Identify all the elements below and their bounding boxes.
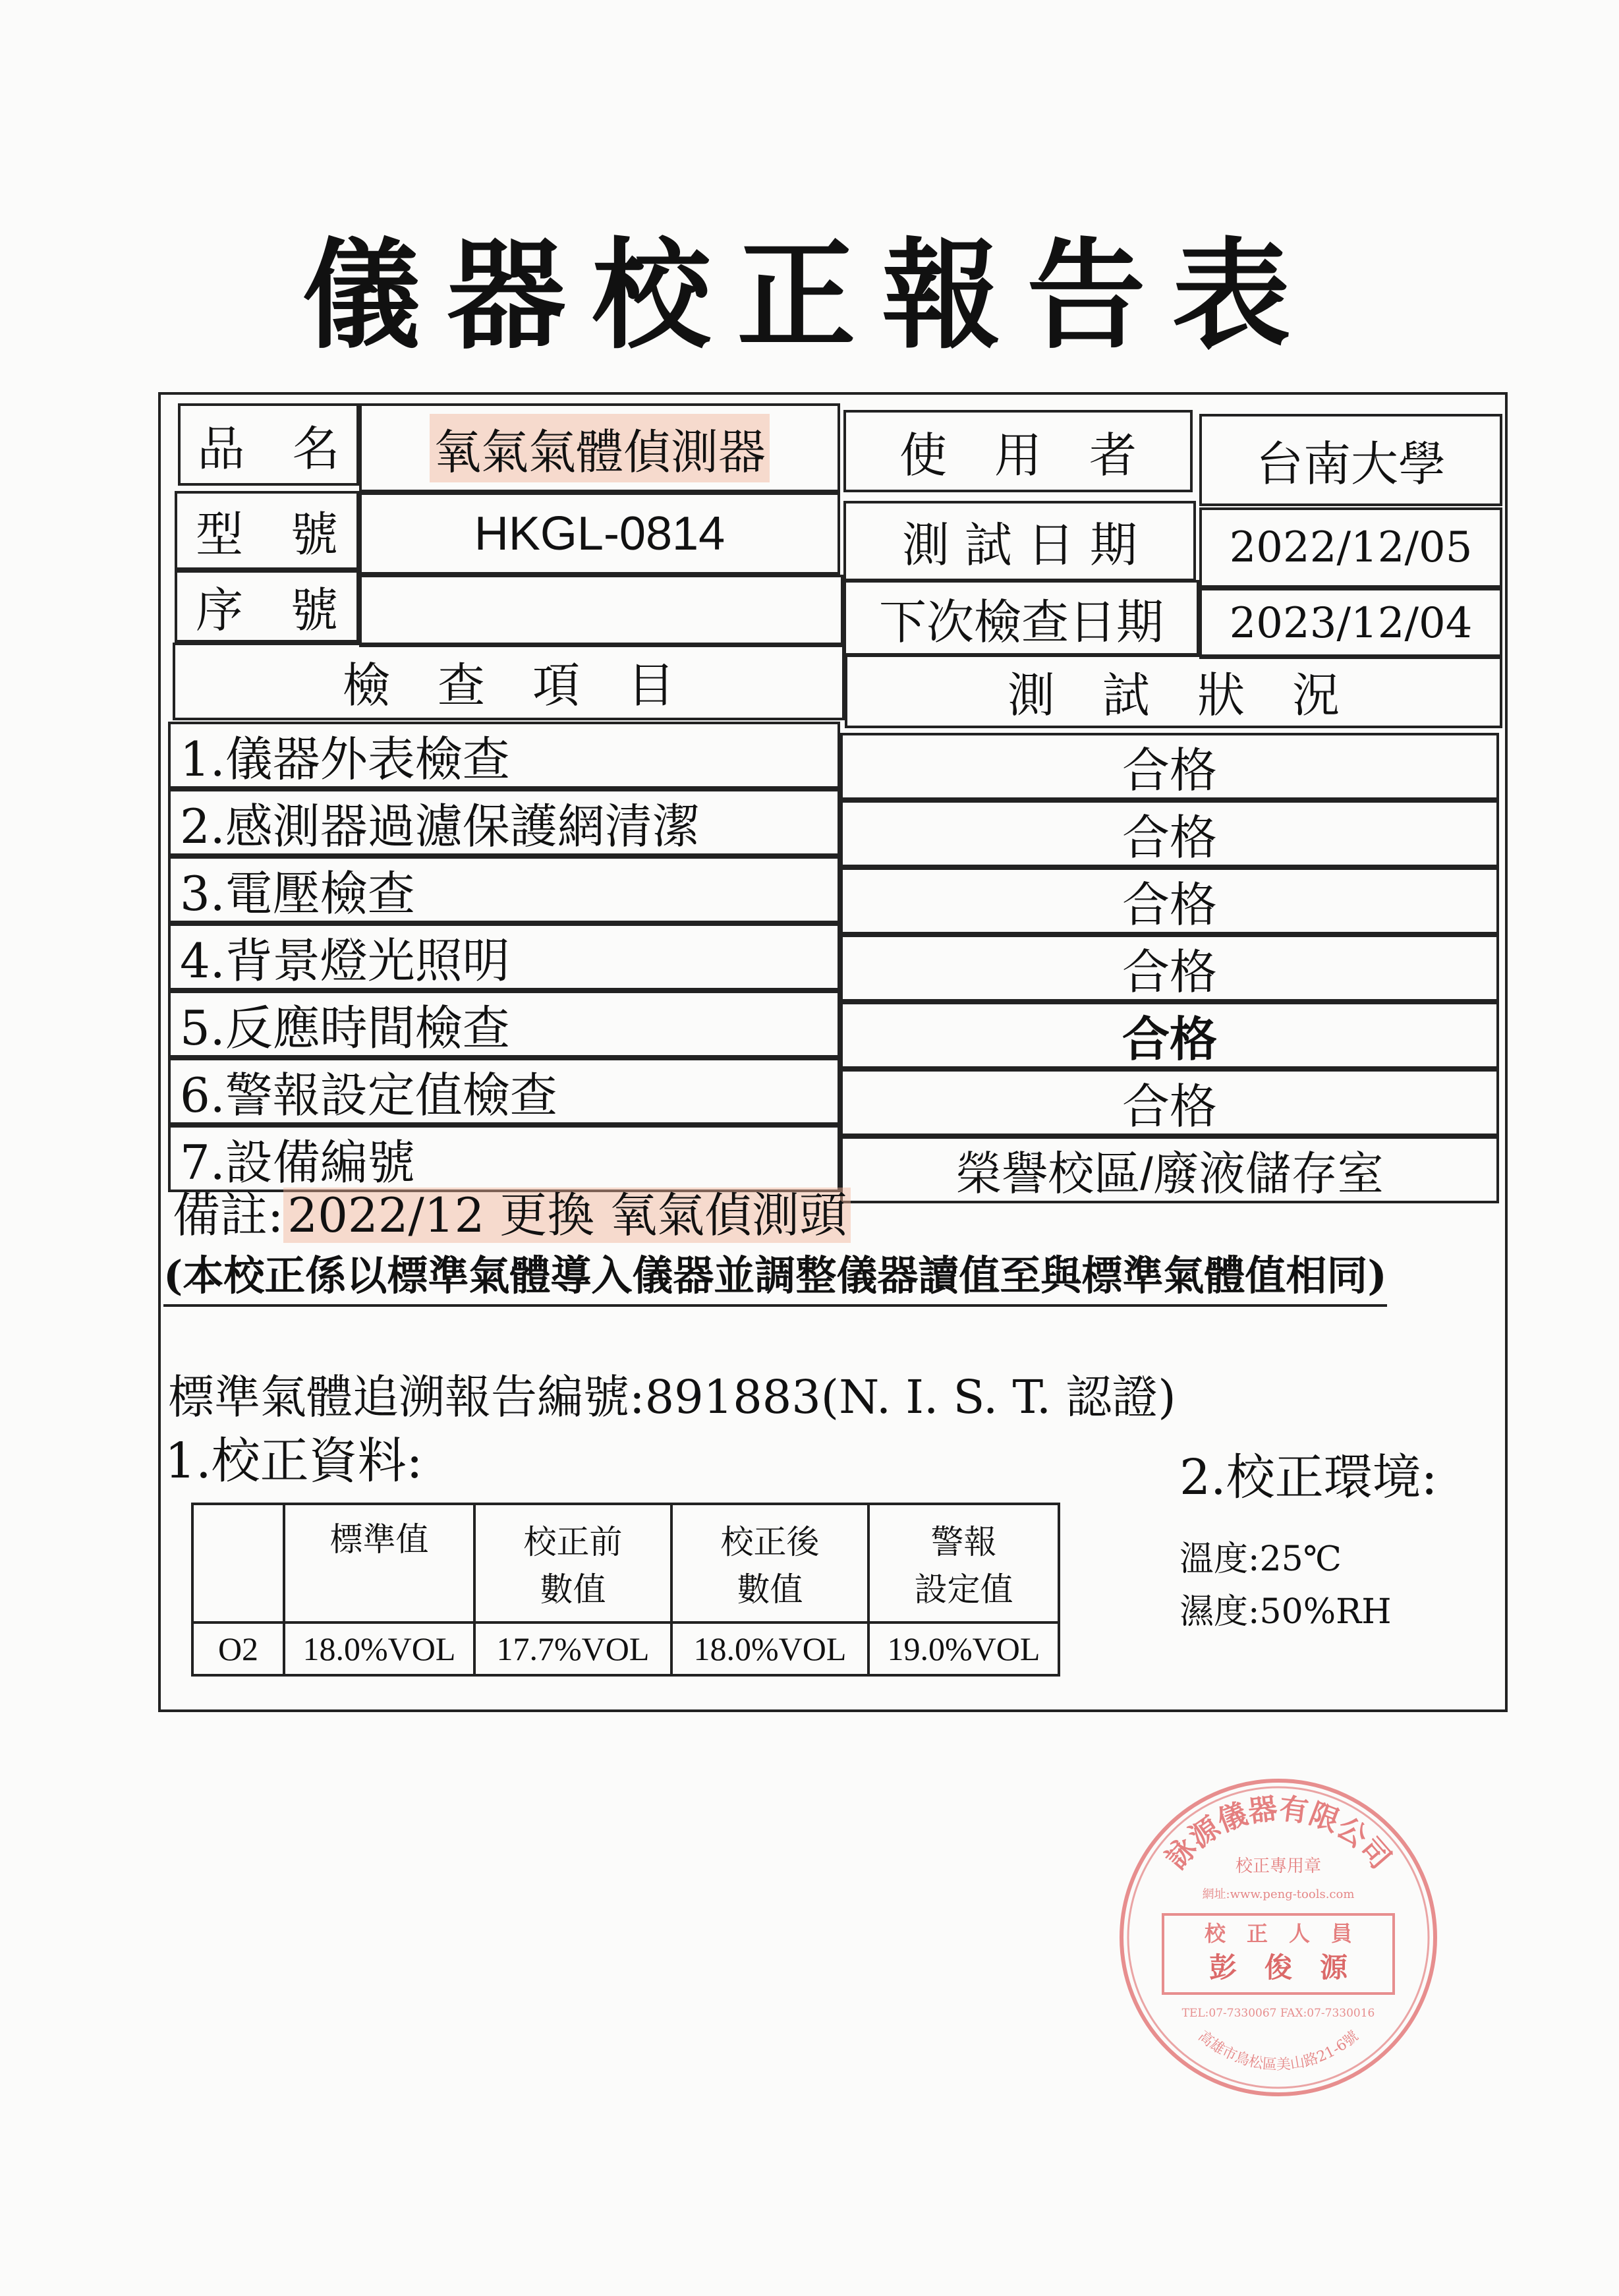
seal-purpose: 校正專用章 xyxy=(1235,1856,1322,1876)
row-gas: O2 xyxy=(192,1622,284,1675)
check-item-5: 5.反應時間檢查 xyxy=(168,990,840,1058)
check-item-2: 2.感測器過濾保護網清潔 xyxy=(168,789,840,856)
header-after: 校正後 數值 xyxy=(671,1504,868,1622)
row-alarm: 19.0%VOL xyxy=(868,1622,1059,1675)
items-header: 檢 查 項 目 xyxy=(173,643,845,720)
check-status-3: 合格 xyxy=(840,867,1499,934)
model-value: HKGL-0814 xyxy=(359,492,840,575)
calibration-data-table xyxy=(191,1503,1060,1677)
test-date-value: 2022/12/05 xyxy=(1199,507,1502,588)
header-alarm: 警報 設定值 xyxy=(868,1504,1059,1622)
check-status-7: 榮譽校區/廢液儲存室 xyxy=(840,1136,1499,1203)
row-after: 18.0%VOL xyxy=(671,1622,868,1675)
document-title: 儀器校正報告表 xyxy=(302,227,1317,365)
svg-text:高雄市鳥松區美山路21-6號 xyxy=(1195,2028,1361,2073)
header-standard: 標準值 xyxy=(284,1504,474,1622)
check-item-1: 1.儀器外表檢查 xyxy=(168,722,840,789)
product-value: 氧氣氣體偵測器 xyxy=(359,403,840,492)
check-item-4: 4.背景燈光照明 xyxy=(168,923,840,990)
check-status-5: 合格 xyxy=(840,1002,1499,1069)
calibration-data-heading: 1.校正資料: xyxy=(165,1433,423,1489)
row-before: 17.7%VOL xyxy=(474,1622,671,1675)
user-value: 台南大學 xyxy=(1199,414,1502,506)
header-gas xyxy=(192,1504,284,1622)
model-label: 型 號 xyxy=(175,491,359,570)
check-status-6: 合格 xyxy=(840,1069,1499,1136)
next-check-value: 2023/12/04 xyxy=(1199,588,1502,659)
serial-label: 序 號 xyxy=(175,570,359,643)
serial-value xyxy=(359,575,843,647)
humidity-reading: 濕度:50%RH xyxy=(1179,1592,1392,1632)
calibration-environment-heading: 2.校正環境: xyxy=(1179,1449,1438,1506)
seal-name: 彭 俊 源 xyxy=(1208,1951,1348,1984)
header-before: 校正前 數值 xyxy=(474,1504,671,1622)
seal-role: 校 正 人 員 xyxy=(1204,1921,1353,1946)
seal-website: 網址:www.peng-tools.com xyxy=(1202,1887,1355,1901)
check-item-7: 7.設備編號 xyxy=(168,1125,840,1192)
next-check-label: 下次檢查日期 xyxy=(843,580,1199,656)
check-status-1: 合格 xyxy=(840,733,1499,800)
user-label: 使 用 者 xyxy=(843,410,1193,492)
seal-company: 詠源儀器有限公司 xyxy=(1159,1791,1398,1876)
company-seal xyxy=(1114,1773,1443,2102)
row-standard: 18.0%VOL xyxy=(284,1622,474,1675)
seal-address: 高雄市鳥松區美山路21-6號 xyxy=(1195,2028,1362,2074)
traceability-number: 標準氣體追溯報告編號:891883(N. I. S. T. 認證) xyxy=(168,1370,1176,1424)
remarks-note: (本校正係以標準氣體導入儀器並調整儀器讀值至與標準氣體值相同) xyxy=(163,1255,1387,1307)
seal-phone: TEL:07-7330067 FAX:07-7330016 xyxy=(1181,2007,1375,2020)
status-header: 測 試 狀 況 xyxy=(845,654,1502,728)
product-label: 品 名 xyxy=(178,403,359,486)
temperature-reading: 溫度:25℃ xyxy=(1179,1539,1342,1579)
remarks-label: 備註:2022/12 更換 氧氣偵測頭 xyxy=(173,1191,851,1239)
check-status-4: 合格 xyxy=(840,934,1499,1002)
test-date-label: 測 試 日 期 xyxy=(843,501,1196,581)
check-status-2: 合格 xyxy=(840,800,1499,867)
check-item-3: 3.電壓檢查 xyxy=(168,856,840,923)
remarks-value: 2022/12 更換 氧氣偵測頭 xyxy=(283,1188,851,1243)
check-item-6: 6.警報設定值檢查 xyxy=(168,1058,840,1125)
